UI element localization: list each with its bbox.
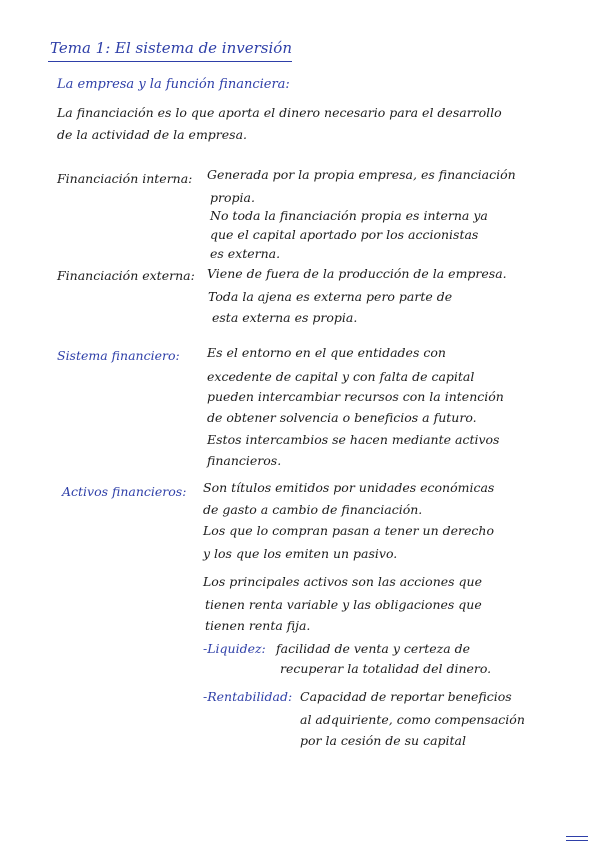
term-liquidez: -Liquidez: [203, 641, 266, 656]
term-sistema-financiero: Sistema financiero: [57, 348, 180, 363]
term-financiacion-interna: Financiación interna: [57, 171, 193, 186]
sistema-line-5: Estos intercambios se hacen mediante activos [207, 432, 500, 447]
liquidez-line-2: recuperar la totalidad del dinero. [280, 661, 492, 676]
externa-line-1: Viene de fuera de la producción de la empresa. [207, 266, 507, 281]
sistema-line-2: excedente de capital y con falta de capital [207, 369, 475, 384]
term-financiacion-externa: Financiación externa: [57, 268, 195, 283]
intro-line-1: La financiación es lo que aporta el dinero necesario para el desarrollo [57, 105, 502, 120]
sistema-line-4: de obtener solvencia o beneficios a futuro. [207, 410, 477, 425]
page-title: Tema 1: El sistema de inversión [50, 39, 292, 57]
activos-line-3: Los que lo compran pasan a tener un derecho [203, 523, 494, 538]
rentabilidad-line-1: Capacidad de reportar beneficios [300, 689, 512, 704]
sistema-line-6: financieros. [207, 453, 282, 468]
interna-line-1: Generada por la propia empresa, es financiación [207, 167, 516, 182]
liquidez-line-1: facilidad de venta y certeza de [276, 641, 471, 656]
activos-line-2: de gasto a cambio de financiación. [203, 502, 423, 517]
activos-line-6: tienen renta variable y las obligaciones que [205, 597, 482, 612]
interna-line-5: es externa. [210, 246, 281, 261]
interna-line-2: propia. [210, 190, 255, 205]
sistema-line-3: pueden intercambiar recursos con la intención [207, 389, 504, 404]
rentabilidad-line-3: por la cesión de su capital [300, 733, 466, 748]
term-activos-financieros: Activos financieros: [62, 484, 187, 499]
externa-line-3: esta externa es propia. [212, 310, 358, 325]
activos-line-1: Son títulos emitidos por unidades económicas [203, 480, 495, 495]
activos-line-5: Los principales activos son las acciones que [203, 574, 482, 589]
activos-line-4: y los que los emiten un pasivo. [203, 546, 398, 561]
term-rentabilidad: -Rentabilidad: [203, 689, 293, 704]
interna-line-4: que el capital aportado por los accionistas [210, 227, 479, 242]
sistema-line-1: Es el entorno en el que entidades con [207, 345, 446, 360]
section-subtitle: La empresa y la función financiera: [57, 77, 290, 92]
footer-mark-top [566, 836, 588, 837]
title-underline [48, 61, 292, 62]
activos-line-7: tienen renta fija. [205, 618, 311, 633]
interna-line-3: No toda la financiación propia es interna ya [210, 208, 488, 223]
intro-line-2: de la actividad de la empresa. [57, 127, 248, 142]
rentabilidad-line-2: al adquiriente, como compensación [300, 712, 525, 727]
externa-line-2: Toda la ajena es externa pero parte de [208, 289, 453, 304]
footer-mark-bottom [566, 840, 588, 841]
